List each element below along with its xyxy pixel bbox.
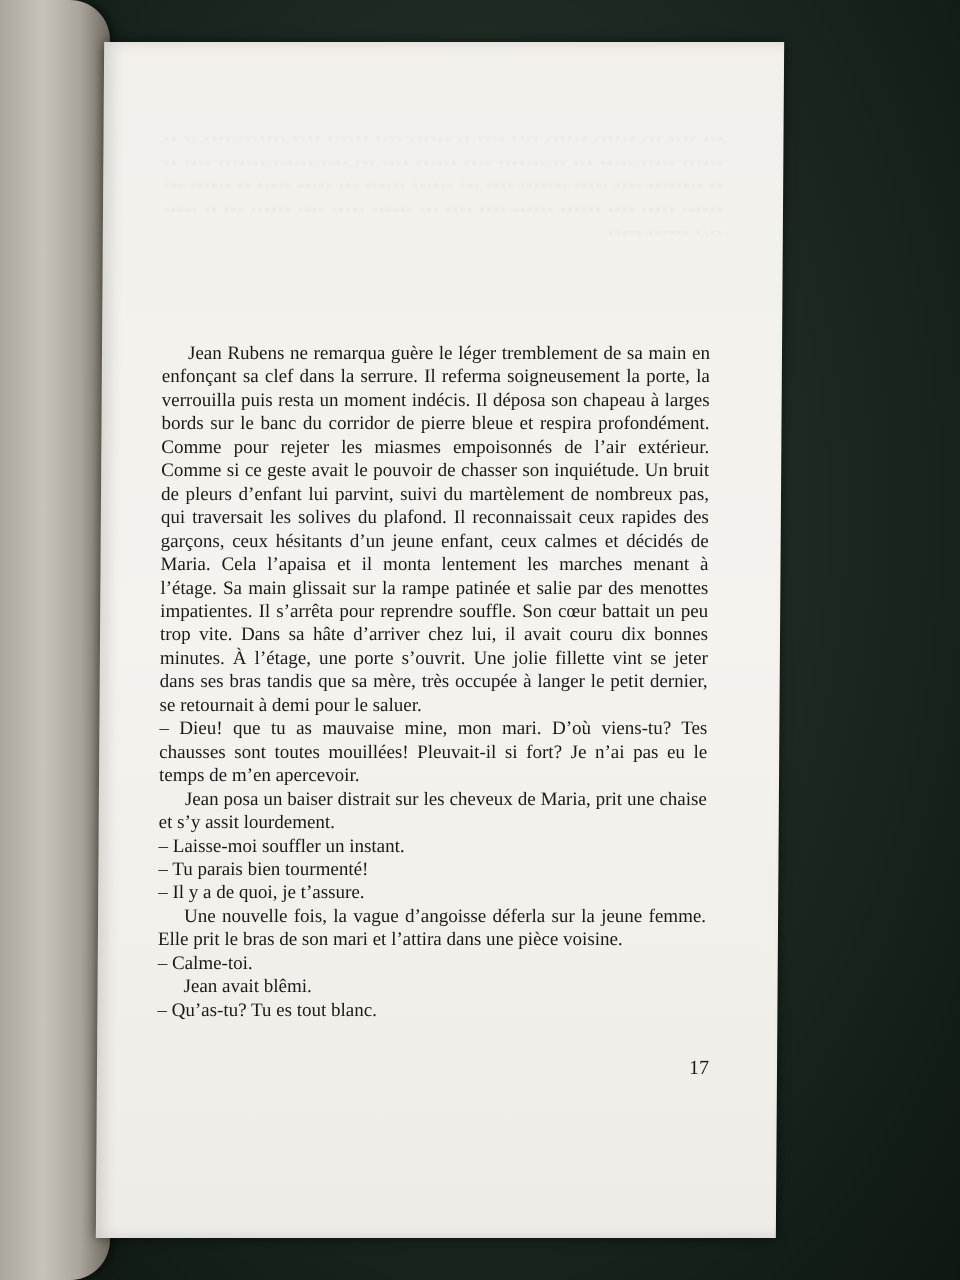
paragraph: Une nouvelle fois, la vague d’angoisse déferla sur la jeune femme. Elle prit le bras de son mari et l’attira dans une pièce voisine.: [157, 905, 707, 951]
dialog-line: – Dieu! que tu as mauvaise mine, mon mari. D’où viens-tu? Tes chausses sont toutes mouillées! Pleuvait-il si fort? Je n’ai pas eu le temps de m’en apercevoir.: [158, 718, 708, 787]
dialog-line: – Tu parais bien tourmenté!: [158, 858, 369, 880]
paragraph: Jean Rubens ne remarqua guère le léger tremblement de sa main en enfonçant sa clef dans la serrure. Il referma soigneusement la porte, la verrouilla puis resta un moment indécis. Il déposa son chapeau à larges bords sur le banc du corridor de pierre bleue et respira profondément. Comme pour rejeter les miasmes empoisonnés de l’air extérieur. Comme si ce geste avait le pouvoir de chasser son inquiétude. Un bruit de pleurs d’enfant lui parvint, suivi du martèlement de nombreux pas, qui traversait les solives du plafond. Il reconnaissait ceux rapides des garçons, ceux hésitants d’un jeune enfant, ceux calmes et décidés de Maria. Cela l’apaisa et il monta lentement les marches menant à l’étage. Sa main glissait sur la rampe patinée et salie par des menottes impatientes. Il s’arrêta pour reprendre souffle. Son cœur battait un peu trop vite. Dans sa hâte d’arriver chez lui, il avait couru dix bonnes minutes. À l’étage, une porte s’ouvrit. Une jolie fillette vint se jeter dans ses bras tandis que sa mère, très occupée à langer le petit dernier, se retournait à demi pour le saluer.: [159, 343, 711, 716]
paragraph: Jean posa un baiser distrait sur les cheveux de Maria, prit une chaise et s’y assit lourdement.: [158, 788, 707, 834]
dialog-line: – Qu’as-tu? Tu es tout blanc.: [157, 999, 378, 1021]
book-page: [96, 42, 784, 1238]
left-page-edge: [0, 0, 110, 1280]
paragraph: Jean avait blêmi.: [183, 976, 312, 998]
body-text: [157, 342, 710, 1022]
bleed-through-text: ··· ···· ··· ······ ······ ···· ···· ·· ······ ···· ······ ···· ······· ···· ·· ·· ······ ····· ····· ··· ·· ······· ···· ······ ···· ··· ···· ······ ······· ···· ·· ·· ········ ···· ····· ······· ···· ··· ······ ······ ··· ····· ····· ·· ······ ··· ······ ····· ···· ······ ······ ···· ···· ··· ······ ····· ···· ······ ··· ·· ····· ···· ······ ·····: [162, 127, 724, 245]
dialog-line: – Il y a de quoi, je t’assure.: [158, 882, 365, 904]
dialog-line: – Calme-toi.: [157, 952, 253, 974]
dialog-line: – Laisse-moi souffler un instant.: [158, 835, 405, 857]
page-number: 17: [688, 1057, 710, 1079]
